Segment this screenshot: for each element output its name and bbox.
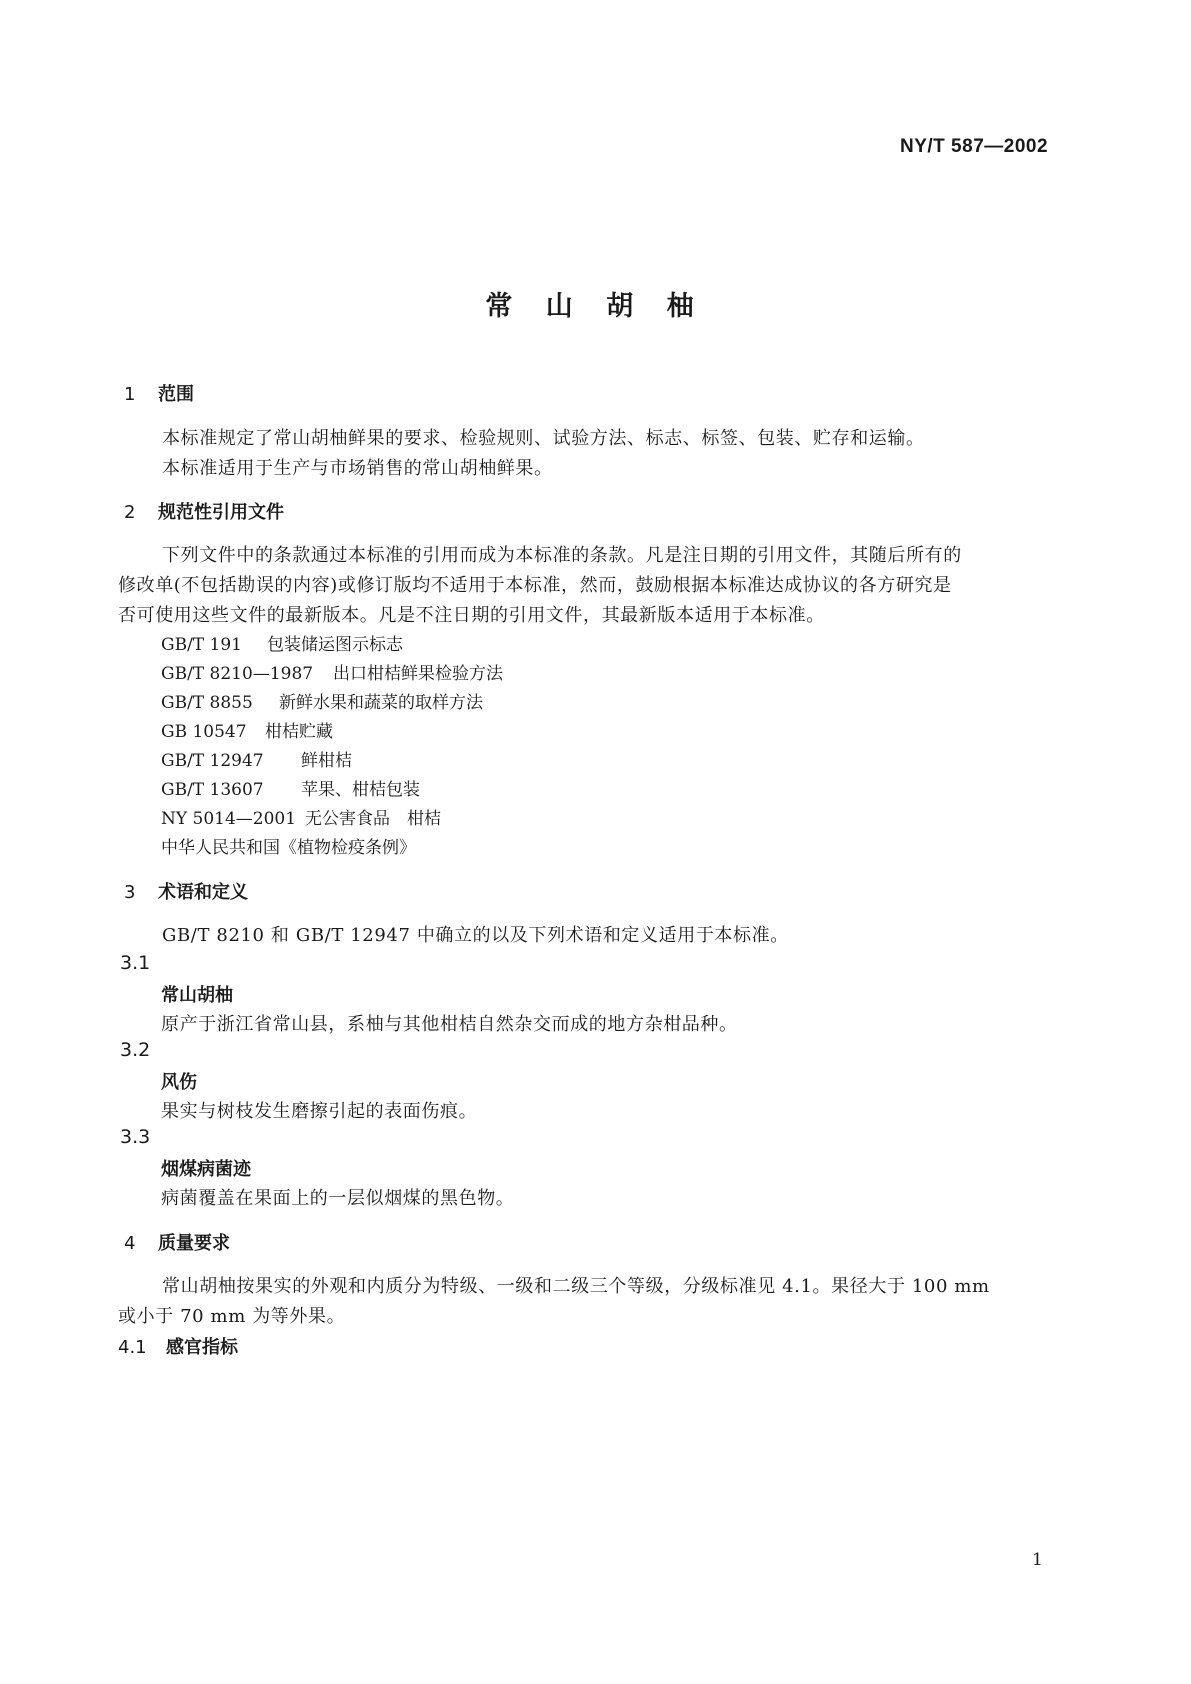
paragraph-line: 或小于 70 mm 为等外果。 bbox=[118, 1306, 346, 1327]
section-number: 3 bbox=[124, 882, 136, 903]
section-2-heading bbox=[124, 498, 284, 524]
standard-number: NY/T 587—2002 bbox=[900, 136, 1049, 157]
reference-code: GB/T 12947 bbox=[161, 751, 264, 771]
reference-item bbox=[161, 659, 503, 684]
section-title: 术语和定义 bbox=[158, 882, 248, 903]
reference-title: 鲜柑桔 bbox=[301, 751, 352, 771]
term-number: 3.1 bbox=[120, 952, 151, 974]
reference-item bbox=[161, 688, 483, 713]
subsection-number: 4.1 bbox=[118, 1337, 147, 1358]
reference-title: 柑桔贮藏 bbox=[265, 722, 333, 742]
reference-title: 无公害食品 柑桔 bbox=[305, 809, 441, 829]
reference-title: 出口柑桔鲜果检验方法 bbox=[333, 664, 503, 684]
term-number: 3.3 bbox=[120, 1126, 151, 1148]
paragraph-line: 下列文件中的条款通过本标准的引用而成为本标准的条款。凡是注日期的引用文件，其随后所有的 bbox=[162, 545, 962, 566]
section-number: 2 bbox=[124, 502, 136, 523]
term-definition: 病菌覆盖在果面上的一层似烟煤的黑色物。 bbox=[161, 1188, 515, 1209]
section-title: 规范性引用文件 bbox=[158, 502, 284, 523]
section-1-heading bbox=[124, 380, 194, 406]
section-title: 质量要求 bbox=[158, 1233, 230, 1254]
section-4-heading bbox=[124, 1229, 230, 1255]
reference-item bbox=[161, 717, 333, 742]
section-number: 1 bbox=[124, 384, 136, 405]
term-definition: 果实与树枝发生磨擦引起的表面伤痕。 bbox=[161, 1101, 478, 1122]
paragraph: GB/T 8210 和 GB/T 12947 中确立的以及下列术语和定义适用于本标准。 bbox=[162, 925, 789, 946]
paragraph-line: 常山胡柚按果实的外观和内质分为特级、一级和二级三个等级，分级标准见 4.1。果径大于 100 mm bbox=[162, 1276, 990, 1297]
section-3-heading bbox=[124, 878, 248, 904]
term-number: 3.2 bbox=[120, 1039, 151, 1061]
term-name: 烟煤病菌迹 bbox=[161, 1159, 251, 1180]
reference-code: GB/T 8210—1987 bbox=[161, 664, 314, 684]
paragraph: 本标准规定了常山胡柚鲜果的要求、检验规则、试验方法、标志、标签、包装、贮存和运输。 bbox=[162, 428, 925, 449]
paragraph: 本标准适用于生产与市场销售的常山胡柚鲜果。 bbox=[162, 458, 553, 479]
reference-item bbox=[161, 775, 420, 800]
paragraph-line: 修改单(不包括勘误的内容)或修订版均不适用于本标准，然而，鼓励根据本标准达成协议的各方研究是 bbox=[118, 575, 952, 596]
page-number: 1 bbox=[1032, 1550, 1043, 1570]
reference-title: 新鲜水果和蔬菜的取样方法 bbox=[279, 693, 483, 713]
paragraph-line: 否可使用这些文件的最新版本。凡是不注日期的引用文件，其最新版本适用于本标准。 bbox=[118, 605, 825, 626]
reference-title: 中华人民共和国《植物检疫条例》 bbox=[161, 838, 416, 858]
section-title: 范围 bbox=[158, 384, 194, 405]
term-definition: 原产于浙江省常山县，系柚与其他柑桔自然杂交而成的地方杂柑品种。 bbox=[161, 1014, 738, 1035]
reference-code: NY 5014—2001 bbox=[161, 809, 297, 829]
reference-code: GB 10547 bbox=[161, 722, 247, 742]
reference-title: 苹果、柑桔包装 bbox=[301, 780, 420, 800]
subsection-4-1-heading bbox=[118, 1333, 238, 1359]
reference-code: GB/T 8855 bbox=[161, 693, 253, 713]
reference-item bbox=[161, 833, 416, 858]
reference-code: GB/T 13607 bbox=[161, 780, 264, 800]
term-name: 常山胡柚 bbox=[161, 985, 233, 1006]
reference-item bbox=[161, 804, 441, 829]
reference-item bbox=[161, 746, 352, 771]
document-title: 常 山 胡 柚 bbox=[485, 291, 706, 322]
term-name: 风伤 bbox=[161, 1072, 197, 1093]
section-number: 4 bbox=[124, 1233, 136, 1254]
reference-title: 包装储运图示标志 bbox=[267, 635, 403, 655]
reference-item bbox=[161, 630, 403, 655]
reference-code: GB/T 191 bbox=[161, 635, 242, 655]
subsection-title: 感官指标 bbox=[166, 1337, 238, 1358]
